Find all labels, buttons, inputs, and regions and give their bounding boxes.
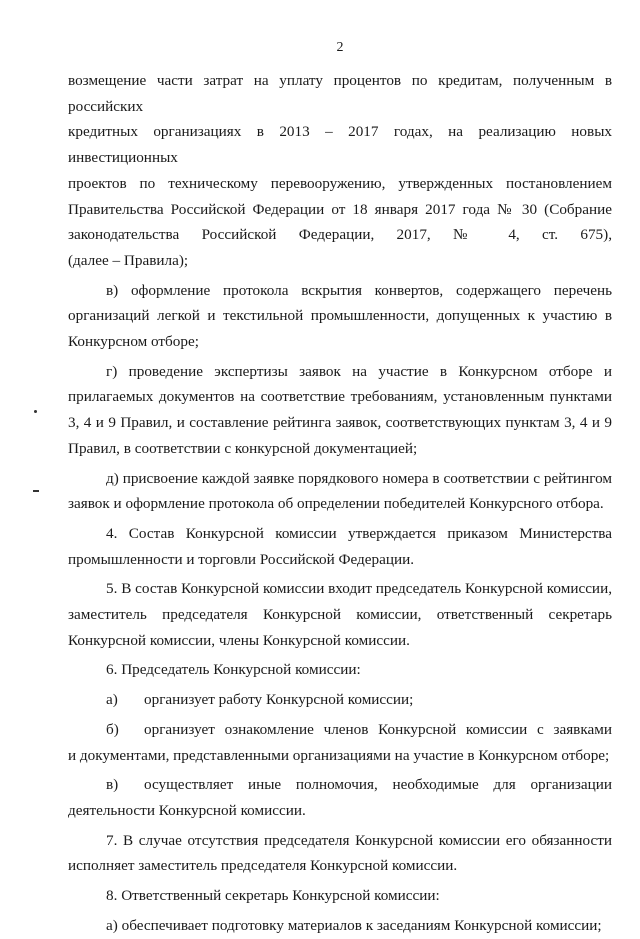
scan-speck	[34, 410, 37, 413]
paragraph-d: д) присвоение каждой заявке порядкового номера в соответствии с рейтингом заявок и оформление протокола об определении победителей Конкурсного отбора.	[68, 469, 612, 513]
paragraph-8: 8. Ответственный секретарь Конкурсной комиссии:	[106, 887, 440, 905]
list-text: организует работу Конкурсной комиссии;	[144, 691, 414, 709]
scan-speck	[33, 490, 39, 492]
list-text: организует ознакомление членов Конкурсной комиссии с заявками	[144, 720, 612, 738]
paragraph-7: 7. В случае отсутствия председателя Конкурсной комиссии его обязанности исполняет заместитель председателя Конкурсной комиссии.	[68, 831, 612, 875]
list-marker: а)	[106, 691, 118, 709]
text-line: Правительства Российской Федерации от 18 января 2017 года № 30 (Собрание	[68, 200, 612, 218]
text-line: возмещение части затрат на уплату процентов по кредитам, полученным в российских	[68, 72, 612, 115]
text-line: и документами, представленными организациями на участие в Конкурсном отборе;	[68, 746, 610, 764]
text-line: деятельности Конкурсной комиссии.	[68, 801, 306, 819]
list-marker: в)	[106, 776, 119, 794]
page-number: 2	[336, 40, 344, 55]
paragraph-5: 5. В состав Конкурсной комиссии входит председатель Конкурсной комиссии, заместитель председателя Конкурсной комиссии, ответственный секретарь Конкурсной комиссии, члены Конкурсной комиссии.	[68, 580, 612, 649]
paragraph-8a: а) обеспечивает подготовку материалов к заседаниям Конкурсной комиссии;	[106, 916, 602, 934]
paragraph-v: в) оформление протокола вскрытия конвертов, содержащего перечень организаций легкой и текстильной промышленности, допущенных к участию в Конкурсном отборе;	[68, 281, 612, 351]
list-item-b	[68, 717, 612, 768]
list-item-v	[68, 772, 612, 823]
text-line: (далее – Правила);	[68, 251, 189, 269]
text-line: проектов по техническому перевооружению, утвержденных постановлением	[68, 174, 612, 192]
paragraph-g: г) проведение экспертизы заявок на участие в Конкурсном отборе и прилагаемых документов на соответствие требованиям, установленным пунктами 3, 4 и 9 Правил, и составление рейтинга заявок, соответствующих пунктам 3, 4 и 9 Правил, в соответствии с конкурсной документацией;	[68, 362, 612, 457]
paragraph-6: 6. Председатель Конкурсной комиссии:	[106, 661, 361, 679]
list-text: осуществляет иные полномочия, необходимые для организации	[144, 776, 612, 794]
paragraph-4: 4. Состав Конкурсной комиссии утверждается приказом Министерства промышленности и торговли Российской Федерации.	[68, 524, 612, 568]
paragraph-continuation	[68, 68, 612, 274]
text-line: законодательства Российской Федерации, 2017, № 4, ст. 675),	[68, 226, 612, 244]
list-item-a	[68, 687, 612, 713]
list-marker: б)	[106, 720, 119, 738]
text-line: кредитных организациях в 2013 – 2017 годах, на реализацию новых инвестиционных	[68, 123, 612, 167]
